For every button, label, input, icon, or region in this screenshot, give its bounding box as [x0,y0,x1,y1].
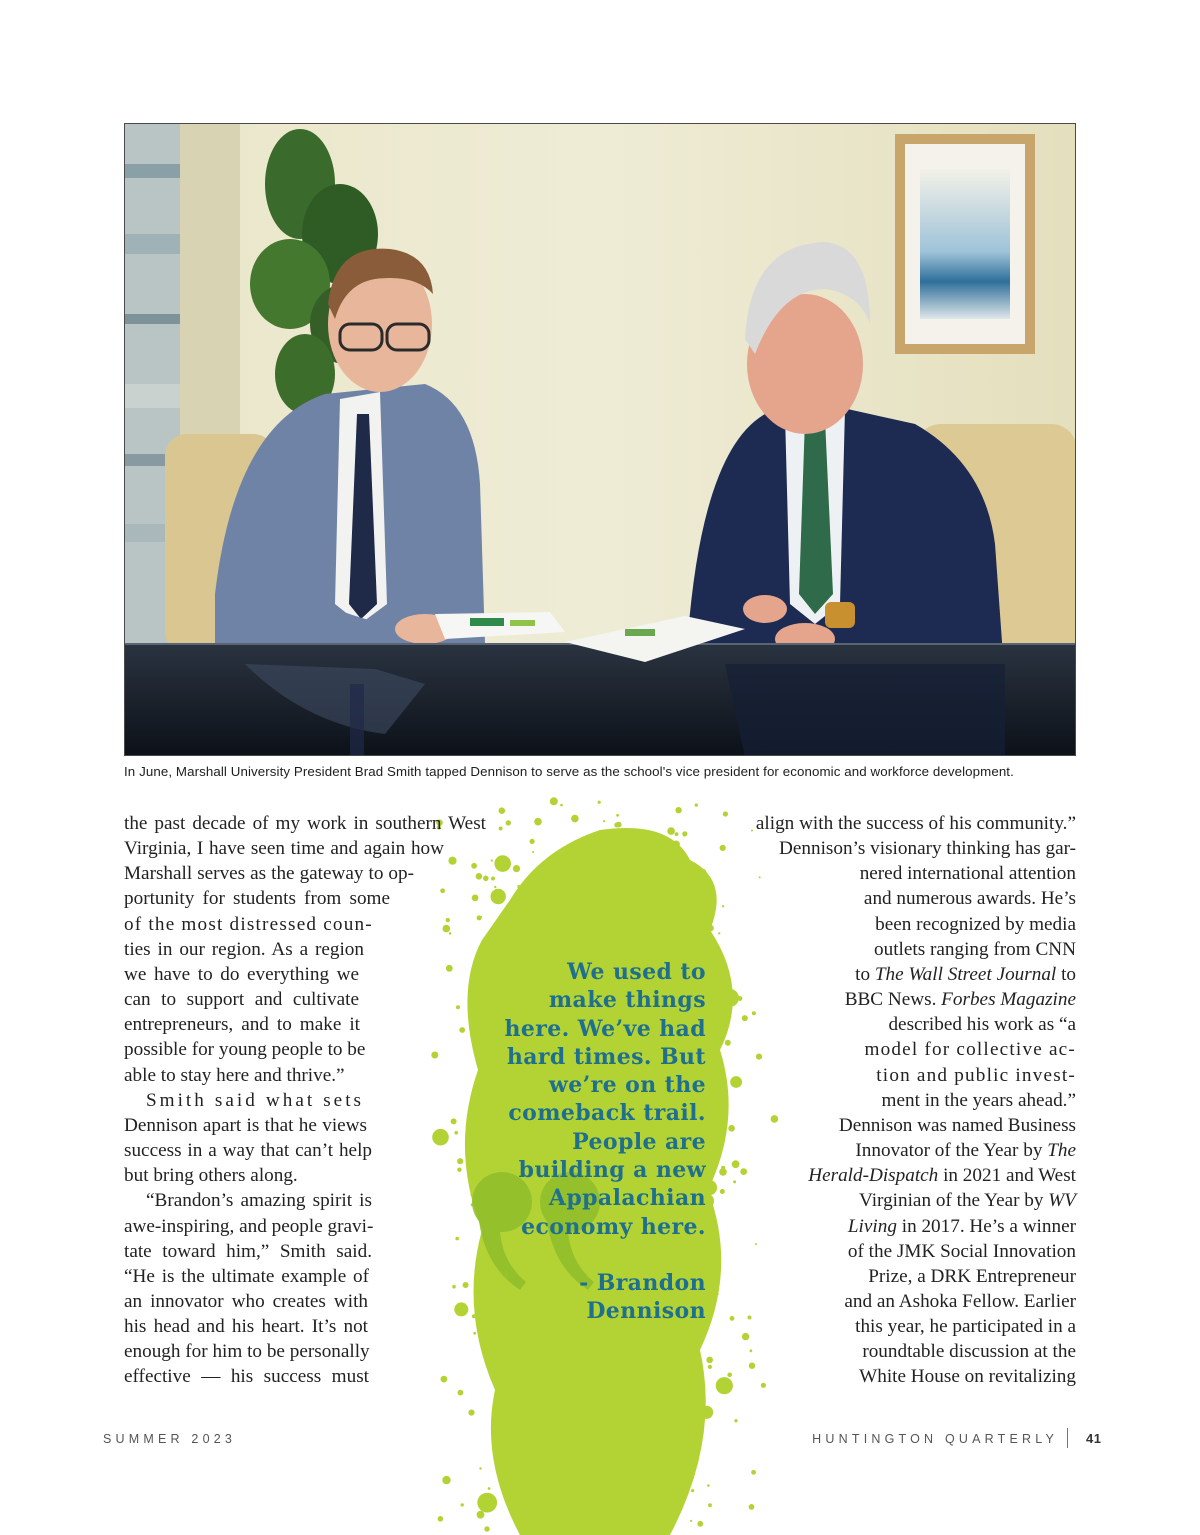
pull-quote-line: Appalachian [548,1185,706,1212]
text-run: to [855,963,875,985]
splash-speck [544,1359,551,1366]
pull-quote-line: building a new [518,1157,706,1184]
splash-speck [742,1333,749,1340]
splash-speck [685,1387,692,1394]
text-line [756,1138,1076,1163]
splash-speck [721,989,739,1007]
splash-speck [634,851,646,863]
splash-speck [524,1357,528,1361]
splash-speck [603,820,605,822]
text-line [756,1214,1076,1239]
splash-speck [667,827,675,835]
splash-speck [678,1460,681,1463]
splash-speck [718,932,720,934]
splash-speck [530,839,535,844]
splash-speck [534,818,542,826]
splash-speck [712,1266,719,1273]
text-line: awe-inspiring, and people gravi- [124,1215,374,1237]
splash-speck [553,1349,560,1356]
splash-speck [544,861,552,869]
splash-speck [733,1180,736,1183]
splash-speck [751,830,753,832]
splash-speck [477,1493,497,1513]
splash-speck [561,1459,568,1466]
splash-speck [725,1040,731,1046]
splash-speck [711,1135,715,1139]
splash-speck [699,869,706,876]
splash-speck [720,845,726,851]
splash-speck [615,939,619,943]
splash-speck [491,877,495,881]
splash-speck [751,1470,756,1475]
splash-speck [673,937,688,952]
splash-speck [714,1002,722,1010]
splash-speck [499,827,503,831]
splash-speck [722,1122,727,1127]
splash-speck [706,1240,710,1244]
text-line: portunity for students from some [124,888,390,910]
splash-speck [696,931,701,936]
pull-quote-line: we’re on the [548,1072,706,1099]
splash-speck [642,935,648,941]
splash-speck [607,1481,611,1485]
splash-speck [560,1376,568,1384]
splash-speck [587,1474,590,1477]
splash-speck [579,875,581,877]
splash-speck [707,1484,710,1487]
splash-speck [494,855,511,872]
splash-speck [730,1076,742,1088]
text-line: but bring others along. [124,1165,298,1187]
splash-speck [477,1511,485,1519]
text-line: effective — his success must [124,1366,369,1388]
splash-speck [610,1421,618,1429]
page-number: 41 [1086,1431,1102,1446]
splash-speck [520,1525,527,1532]
splash-speck [707,925,714,932]
splash-speck [616,822,622,828]
splash-speck [656,1342,660,1346]
splash-speck [619,1392,626,1399]
footer-divider [1067,1428,1068,1448]
pull-quote-line: People are [572,1128,706,1155]
text-line: of the most distressed coun- [124,913,373,935]
text-line: possible for young people to be [124,1039,366,1061]
splash-speck [512,1365,514,1367]
splash-speck [598,801,601,804]
splash-speck [580,895,591,906]
splash-speck [520,1325,528,1333]
text-line [756,1163,1076,1188]
splash-speck [742,1015,748,1021]
splash-speck [675,832,679,836]
splash-speck [613,1363,621,1371]
pull-quote-attribution: Dennison [586,1298,706,1325]
text-line: success in a way that can’t help [124,1140,372,1162]
splash-speck [635,889,640,894]
splash-speck [645,839,650,844]
splash-speck [700,1406,713,1419]
splash-speck [708,1365,712,1369]
splash-speck [589,1410,592,1413]
splash-speck [501,1408,507,1414]
splash-speck [516,1470,520,1474]
text-run: to [1056,963,1076,985]
splash-speck [532,851,534,853]
splash-speck [576,1443,583,1450]
splash-speck [674,900,678,904]
text-line: outlets ranging from CNN [874,938,1076,960]
text-line: ment in the years ahead.” [881,1089,1076,1111]
splash-speck [713,1032,716,1035]
pull-quote-line: hard times. But [506,1043,706,1070]
splash-speck [534,1490,540,1496]
text-line: tate toward him,” Smith said. [124,1240,372,1262]
splash-speck [494,886,496,888]
splash-speck [708,1133,712,1137]
text-line: of the JMK Social Innovation [847,1240,1076,1262]
article-photo [124,123,1076,756]
splash-speck [609,942,617,950]
splash-speck [720,1189,725,1194]
text-line: Dennison’s visionary thinking has gar- [779,838,1076,860]
splash-speck [596,907,599,910]
splash-speck [595,945,601,951]
publication-name: Living [847,1215,897,1237]
splash-speck [438,1516,444,1522]
splash-speck [667,1339,672,1344]
splash-speck [717,1293,719,1295]
splash-speck [634,1511,642,1519]
splash-speck [544,1417,559,1432]
splash-speck [606,926,609,929]
text-line: enough for him to be personally [124,1341,370,1363]
text-line: we have to do everything we [124,963,359,985]
text-line: an innovator who creates with [124,1290,368,1312]
publication-name: WV [1048,1190,1076,1212]
splash-speck [495,1393,501,1399]
splash-speck [587,873,591,877]
splash-speck [619,1456,623,1460]
splash-speck [508,1486,510,1488]
splash-speck [711,1037,714,1040]
pull-quote [470,958,706,1326]
text-line: able to stay here and thrive.” [124,1064,345,1086]
splash-speck [479,1467,481,1469]
splash-speck [560,906,563,909]
text-line [756,962,1076,987]
splash-speck [461,1503,464,1506]
splash-speck [458,1390,464,1396]
splash-speck [749,1504,755,1510]
pull-quote-line: economy here. [521,1213,706,1240]
text-line: this year, he participated in a [855,1316,1076,1338]
splash-speck [658,1440,669,1451]
text-line [756,987,1076,1012]
article-right-column [756,811,1076,1390]
text-line: nered international attention [859,863,1076,885]
text-line: “Brandon’s amazing spirit is [146,1190,372,1212]
text-line: Dennison apart is that he views [124,1114,367,1136]
splash-speck [669,1519,674,1524]
splash-speck [749,1363,755,1369]
splash-speck [706,1357,713,1364]
splash-speck [491,889,506,904]
pull-quote-line: comeback trail. [508,1100,706,1127]
splash-speck [727,1373,732,1378]
splash-speck [552,1495,557,1500]
splash-speck [722,905,724,907]
splash-speck [506,820,511,825]
splash-speck [625,1436,629,1440]
splash-speck [677,881,691,895]
splash-speck [707,1057,713,1063]
splash-speck [660,1375,663,1378]
splash-speck [673,841,680,848]
splash-speck [645,1375,653,1383]
splash-speck [654,1468,659,1473]
splash-speck [633,946,638,951]
splash-speck [604,1423,609,1428]
splash-speck [588,1521,593,1526]
splash-speck [602,1443,606,1447]
splash-speck [594,1427,602,1435]
text-line [756,1188,1076,1213]
splash-speck [516,894,520,898]
splash-speck [645,1522,648,1525]
splash-speck [547,1342,549,1344]
splash-speck [614,1374,618,1378]
text-line: been recognized by media [875,913,1076,935]
text-line: ties in our region. As a region [124,938,364,960]
splash-speck [626,1358,631,1363]
splash-speck [688,948,693,953]
splash-speck [582,858,589,865]
splash-speck [713,1243,719,1249]
splash-speck [635,1489,638,1492]
splash-speck [442,1476,450,1484]
text-run: in 2017. He’s a winner [896,1215,1076,1237]
splash-speck [581,1373,584,1376]
splash-speck [506,915,509,918]
splash-speck [734,1419,737,1422]
text-line: and numerous awards. He’s [863,888,1076,910]
splash-speck [538,1433,544,1439]
footer-publication: HUNTINGTON QUARTERLY [812,1432,1058,1446]
splash-speck [524,901,531,908]
splash-speck [668,1351,671,1354]
splash-speck [682,831,687,836]
splash-speck [748,1316,752,1320]
text-line: Dennison was named Business [838,1114,1076,1136]
splash-speck [679,1472,681,1474]
splash-speck [560,804,563,807]
splash-speck [697,905,705,913]
splash-speck [521,1434,529,1442]
splash-speck [600,1401,609,1410]
splash-speck [740,1168,747,1175]
article-left-column [124,811,486,1390]
splash-speck [484,1526,489,1531]
pull-quote-attribution: - Brandon [579,1269,706,1296]
splash-speck [645,1401,649,1405]
splash-speck [728,1125,735,1132]
splash-speck [513,865,520,872]
footer-issue: SUMMER 2023 [103,1432,237,1446]
splash-speck [679,1416,685,1422]
splash-speck [584,1430,587,1433]
splash-speck [500,951,506,957]
splash-speck [635,908,640,913]
splash-speck [668,904,674,910]
splash-speck [708,1503,712,1507]
splash-speck [495,1461,500,1466]
splash-speck [707,1049,713,1055]
splash-speck [517,885,520,888]
splash-speck [707,1281,714,1288]
splash-speck [620,1450,625,1455]
text-line: tion and public invest- [876,1064,1076,1086]
text-line: Smith said what sets [146,1089,364,1111]
splash-speck [721,1166,725,1170]
splash-speck [695,803,698,806]
splash-speck [516,903,522,909]
splash-speck [678,1424,686,1432]
publication-name: Herald-Dispatch [808,1165,939,1187]
splash-speck [488,1487,491,1490]
pull-quote-line: We used to [567,959,706,985]
splash-speck [697,1521,703,1527]
splash-speck [547,1489,553,1495]
splash-speck [651,926,655,930]
splash-speck [666,1360,669,1363]
text-line: align with the success of his community.” [755,813,1076,834]
splash-speck [563,1427,566,1430]
photo-caption: In June, Marshall University President Brad Smith tapped Dennison to serve as the school's vice president for economic and workforce development. [124,764,1014,779]
splash-speck [616,814,619,817]
splash-speck [513,1487,519,1493]
publication-name: The [1047,1140,1076,1162]
splash-speck [511,920,530,939]
text-line: and an Ashoka Fellow. Earlier [844,1290,1076,1312]
splash-speck [602,1384,607,1389]
splash-speck [651,1448,656,1453]
splash-speck [692,1384,695,1387]
splash-speck [664,853,669,858]
splash-speck [708,1101,713,1106]
splash-speck [499,807,506,814]
splash-speck [615,1460,621,1466]
splash-speck [593,864,597,868]
text-line: roundtable discussion at the [862,1341,1076,1363]
splash-speck [695,1435,700,1440]
splash-speck [684,1409,686,1411]
splash-speck [675,807,681,813]
text-line: his head and his heart. It’s not [124,1316,368,1338]
splash-speck [571,815,579,823]
splash-speck [723,811,728,816]
text-line: entrepreneurs, and to make it [124,1014,360,1036]
splash-speck [600,838,605,843]
splash-speck [548,1379,554,1385]
text-run: Innovator of the Year by [855,1140,1048,1162]
text-line: the past decade of my work in southern West [124,813,486,834]
publication-name: Forbes Magazine [941,989,1076,1011]
splash-speck [642,1352,647,1357]
splash-speck [545,1516,549,1520]
text-line: can to support and cultivate [124,989,359,1011]
splash-speck [599,881,605,887]
splash-speck [562,1447,564,1449]
splash-speck [691,1489,694,1492]
splash-speck [611,1340,615,1344]
text-run: in 2021 and West [938,1165,1076,1187]
splash-speck [605,1467,609,1471]
splash-speck [706,890,708,892]
splash-speck [661,1380,664,1383]
text-run: BBC News. [844,989,942,1011]
splash-speck [596,1357,599,1360]
splash-speck [608,1472,611,1475]
splash-speck [575,1516,581,1522]
text-line: Marshall serves as the gateway to op- [124,863,414,885]
splash-speck [671,1331,674,1334]
splash-speck [491,859,493,861]
pull-quote-line: make things [548,987,706,1014]
splash-speck [468,1410,474,1416]
text-line: Prize, a DRK Entrepreneur [868,1265,1076,1287]
splash-speck [550,797,558,805]
splash-speck [528,950,534,956]
splash-speck [501,1339,508,1346]
splash-speck [579,1331,587,1339]
splash-speck [600,904,608,912]
pull-quote-line: here. We’ve had [504,1015,706,1042]
splash-speck [519,1409,526,1416]
text-line: described his work as “a [888,1014,1076,1036]
splash-speck [585,1435,589,1439]
text-line: Virginia, I have seen time and again how [124,838,444,860]
splash-speck [732,1160,740,1168]
text-line: model for collective ac- [864,1039,1076,1061]
text-line: White House on revitalizing [859,1366,1076,1388]
splash-speck [725,1009,728,1012]
splash-speck [730,1316,735,1321]
text-run: Virginian of the Year by [859,1190,1049,1212]
splash-speck [679,1480,683,1484]
text-line: “He is the ultimate example of [124,1265,369,1287]
splash-speck [595,1443,599,1447]
splash-speck [716,1377,733,1394]
publication-name: The Wall Street Journal [874,963,1057,985]
splash-speck [690,1520,692,1522]
splash-speck [584,1438,592,1446]
splash-speck [750,1349,753,1352]
